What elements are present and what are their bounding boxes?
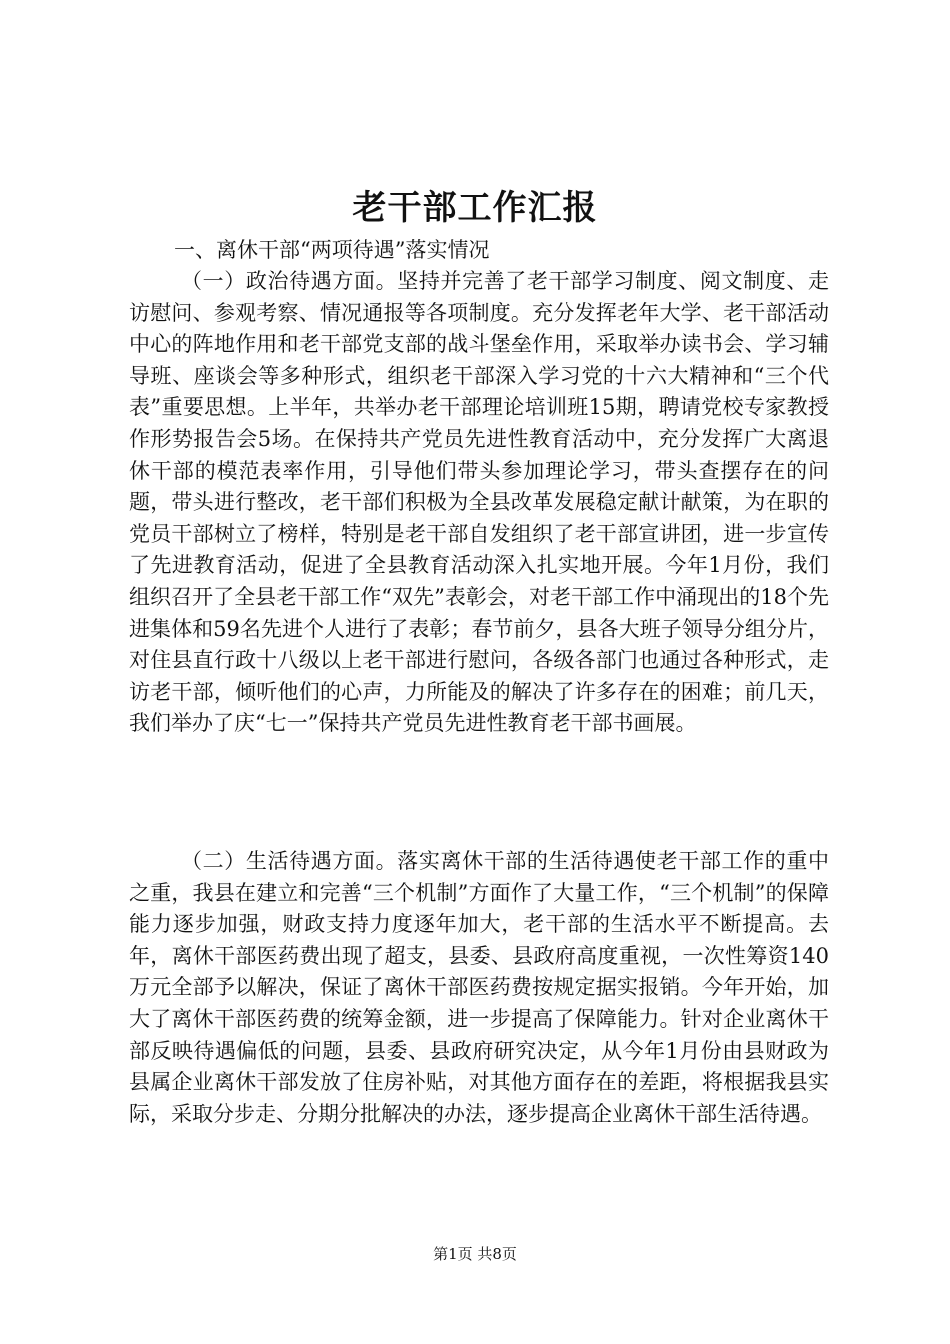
paragraph-living-treatment: （二）生活待遇方面。落实离休干部的生活待遇使老干部工作的重中之重，我县在建立和完善“三个机制”方面作了大量工作，“三个机制”的保障能力逐步加强，财政支持力度逐年加大，老干部的生活水平不断提高。去年，离休干部医药费出现了超支，县委、县政府高度重视，一次性筹资140万元全部予以解决，保证了离休干部医药费按规定据实报销。今年开始，加大了离休干部医药费的统筹金额，进一步提高了保障能力。针对企业离休干部反映待遇偏低的问题，县委、县政府研究决定，从今年1月份由县财政为县属企业离休干部发放了住房补贴，对其他方面存在的差距，将根据我县实际，采取分步走、分期分批解决的办法，逐步提高企业离休干部生活待遇。 — [129, 849, 829, 1126]
paragraph-political-treatment: （一）政治待遇方面。坚持并完善了老干部学习制度、阅文制度、走访慰问、参观考察、情况通报等各项制度。充分发挥老年大学、老干部活动中心的阵地作用和老干部党支部的战斗堡垒作用，采取举办读书会、学习辅导班、座谈会等多种形式，组织老干部深入学习党的十六大精神和“三个代表”重要思想。上半年，共举办老干部理论培训班15期，聘请党校专家教授作形势报告会5场。在保持共产党员先进性教育活动中，充分发挥广大离退休干部的模范表率作用，引导他们带头参加理论学习，带头查摆存在的问题，带头进行整改，老干部们积极为全县改革发展稳定献计献策，为在职的党员干部树立了榜样，特别是老干部自发组织了老干部宣讲团，进一步宣传了先进教育活动，促进了全县教育活动深入扎实地开展。今年1月份，我们组织召开了全县老干部工作“双先”表彰会，对老干部工作中涌现出的18个先进集体和59名先进个人进行了表彰；春节前夕，县各大班子领导分组分片，对住县直行政十八级以上老干部进行慰问，各级各部门也通过各种形式，走访老干部，倾听他们的心声，力所能及的解决了许多存在的困难；前几天，我们举办了庆“七一”保持共产党员先进性教育老干部书画展。 — [129, 269, 829, 736]
section-heading: 一、离休干部“两项待遇”落实情况 — [174, 238, 490, 262]
document-title: 老干部工作汇报 — [352, 188, 598, 228]
page-footer: 第1页 共8页 — [433, 1245, 517, 1263]
